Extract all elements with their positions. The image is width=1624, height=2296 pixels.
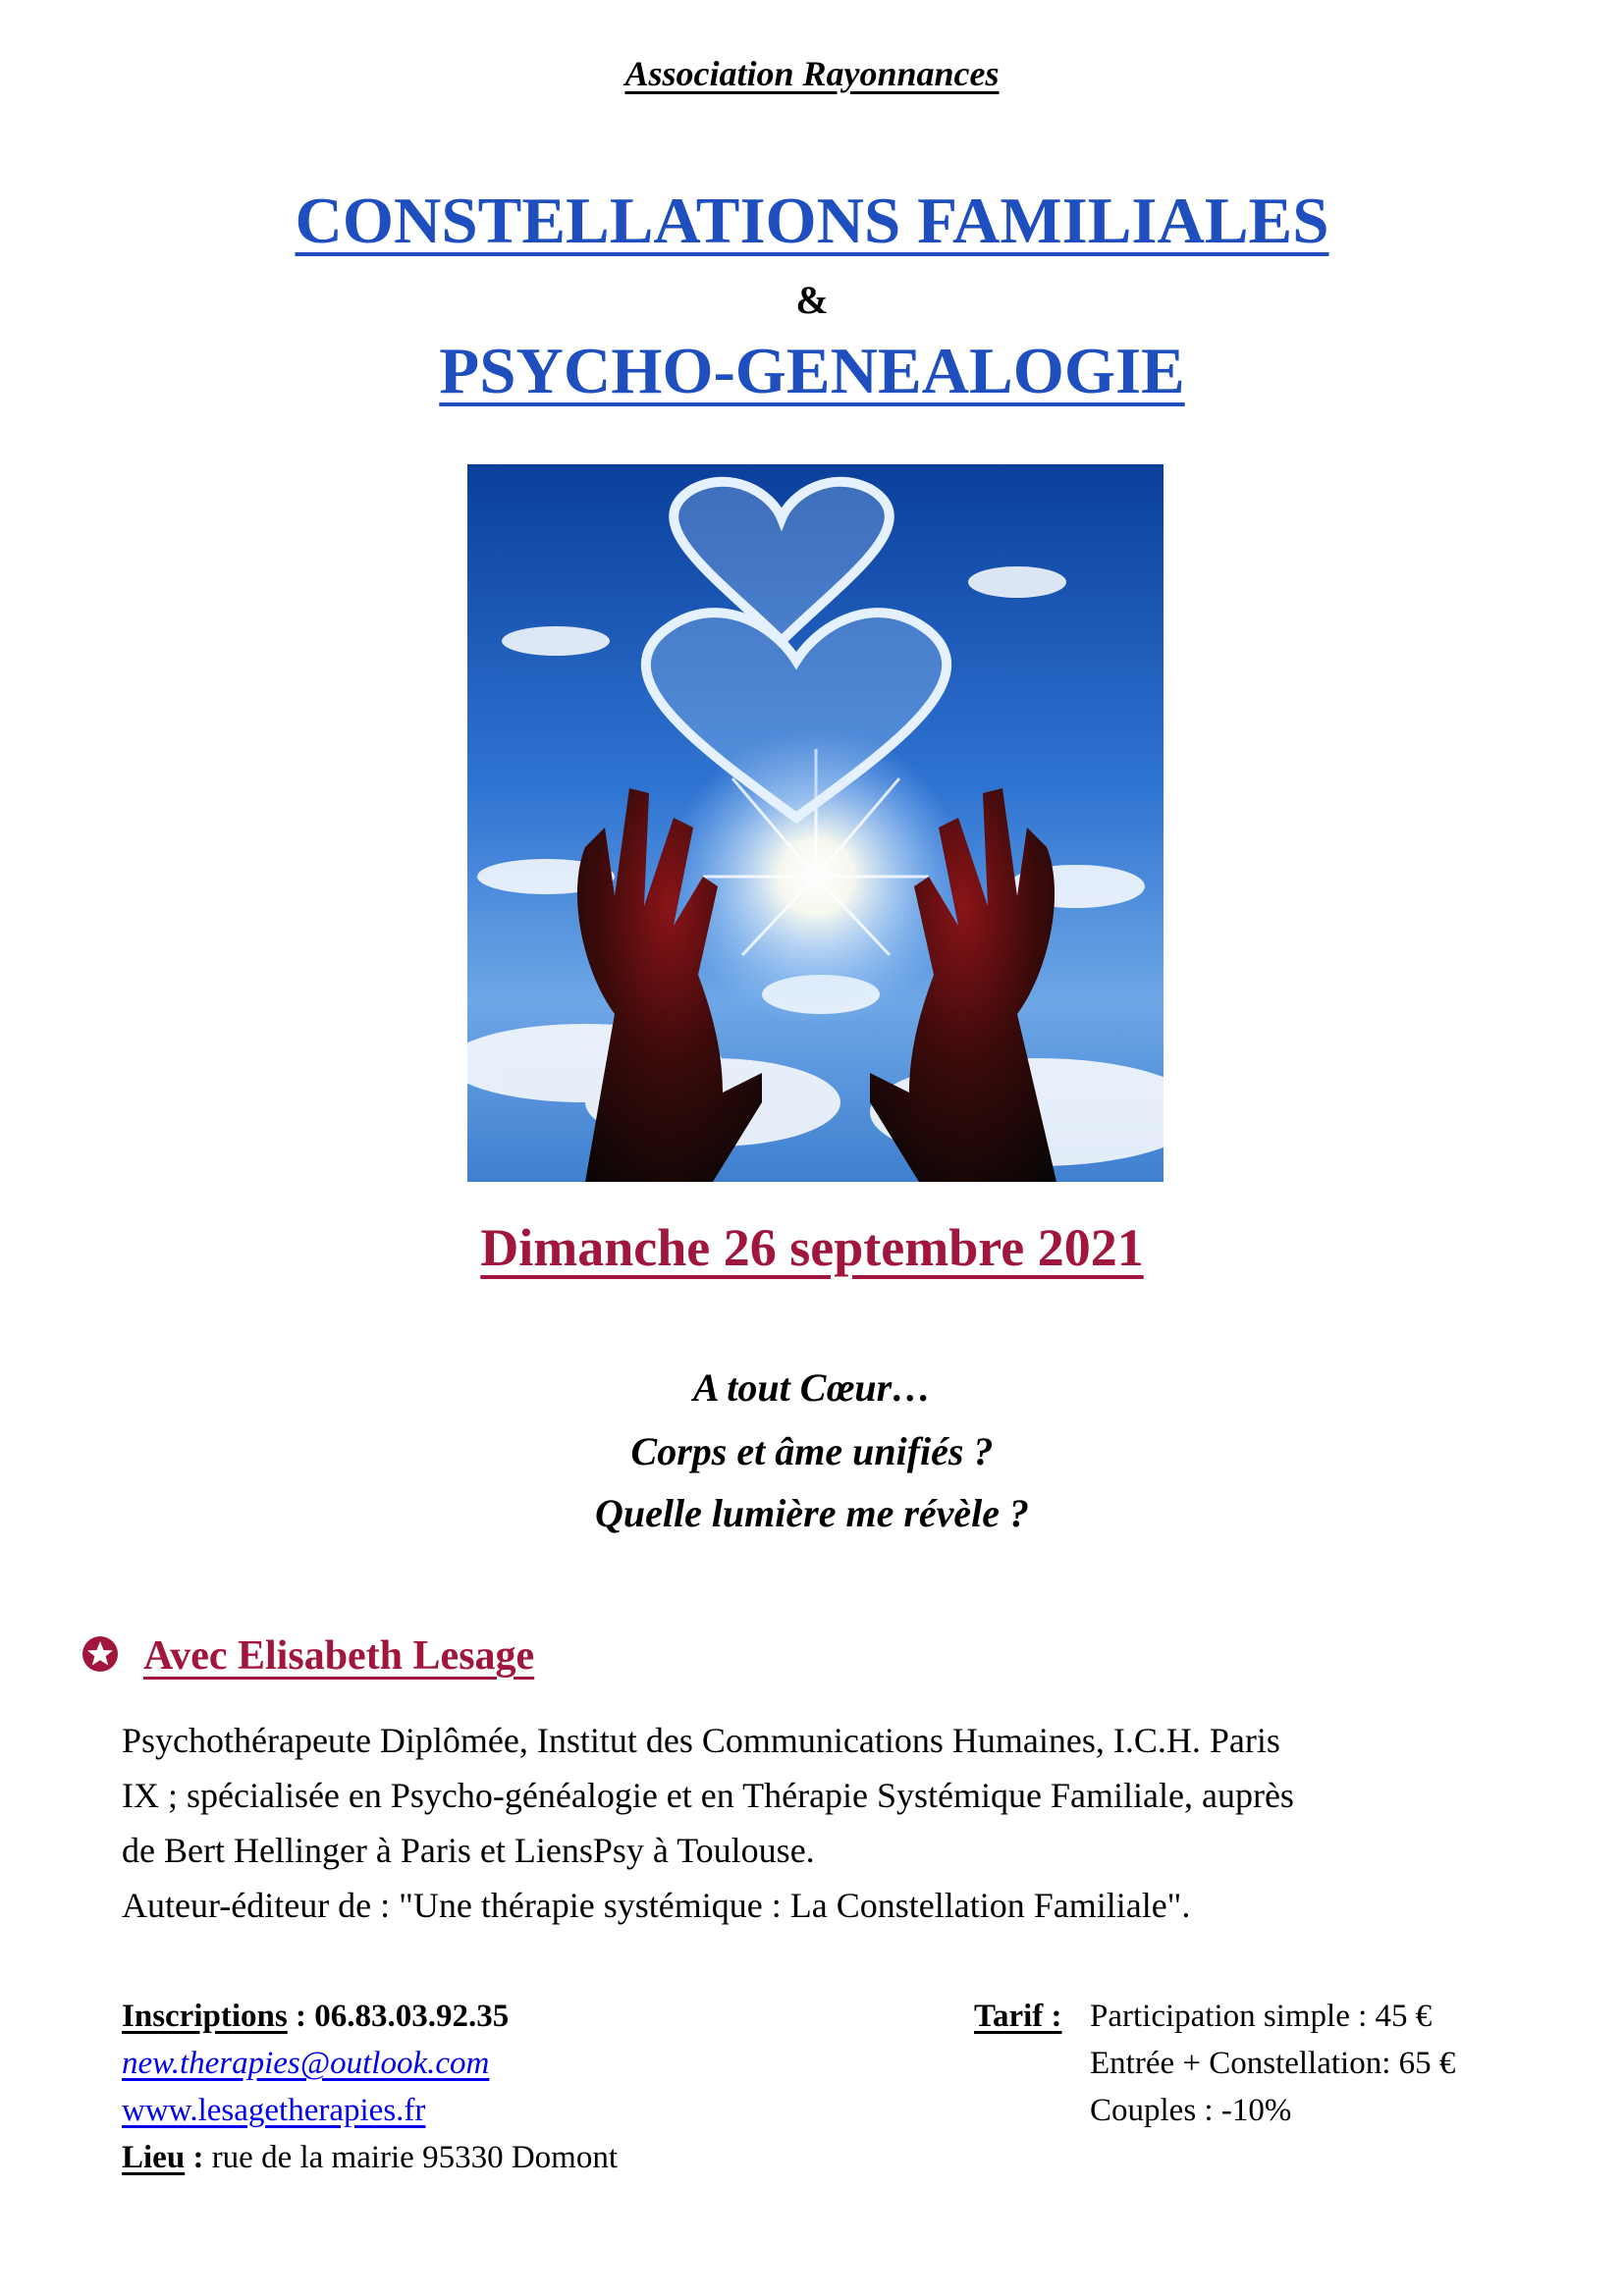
title-ampersand: & (795, 278, 829, 322)
tarif-label: Tarif : (974, 1999, 1062, 2034)
tagline-line-3: Quelle lumière me révèle ? (594, 1491, 1030, 1535)
title-psycho-genealogie: PSYCHO-GENEALOGIE (439, 335, 1185, 407)
star-bullet-icon (81, 1634, 120, 1674)
title-line-2-wrap (0, 334, 1624, 409)
lieu-address: rue de la mairie 95330 Domont (211, 2140, 618, 2175)
inscriptions-label: Inscriptions (122, 1999, 288, 2034)
lieu-line (122, 2134, 618, 2181)
host-biography (122, 1713, 1487, 1933)
event-date-wrap (0, 1217, 1624, 1278)
tarif-line: Entrée + Constellation: 65 € (1090, 2046, 1456, 2081)
bio-line: de Bert Hellinger à Paris et LiensPsy à Toulouse. (122, 1831, 815, 1870)
tagline-line-1: A tout Cœur… (692, 1365, 932, 1410)
tagline-line-2: Corps et âme unifiés ? (630, 1429, 994, 1473)
contact-block (122, 1993, 618, 2181)
inscriptions-separator: : (287, 1999, 315, 2034)
email-line (122, 2040, 618, 2087)
phone-number: 06.83.03.92.35 (314, 1999, 510, 2034)
inscriptions-line (122, 1993, 618, 2040)
website-link[interactable]: www.lesagetherapies.fr (122, 2093, 426, 2128)
email-link[interactable]: new.therapies@outlook.com (122, 2046, 490, 2081)
title-constellations: CONSTELLATIONS FAMILIALES (295, 185, 1329, 257)
tarif-values (1090, 1993, 1455, 2134)
lieu-separator: : (185, 2140, 212, 2175)
tarif-line: Participation simple : 45 € (1090, 1999, 1433, 2034)
association-name: Association Rayonnances (624, 54, 1000, 93)
website-line (122, 2087, 618, 2134)
title-line-1-wrap (0, 184, 1624, 259)
host-name-heading: Avec Elisabeth Lesage (143, 1633, 535, 1679)
hero-image-hands-hearts (467, 464, 1164, 1182)
bio-line: Psychothérapeute Diplômée, Institut des Communications Humaines, I.C.H. Paris (122, 1721, 1280, 1760)
bio-line: IX ; spécialisée en Psycho-généalogie et en Thérapie Systémique Familiale, auprès (122, 1776, 1294, 1815)
bio-line: Auteur-éditeur de : "Une thérapie systémique : La Constellation Familiale". (122, 1886, 1191, 1925)
lieu-label: Lieu (122, 2140, 186, 2175)
tarif-line: Couples : -10% (1090, 2093, 1292, 2128)
event-date: Dimanche 26 septembre 2021 (480, 1218, 1144, 1277)
